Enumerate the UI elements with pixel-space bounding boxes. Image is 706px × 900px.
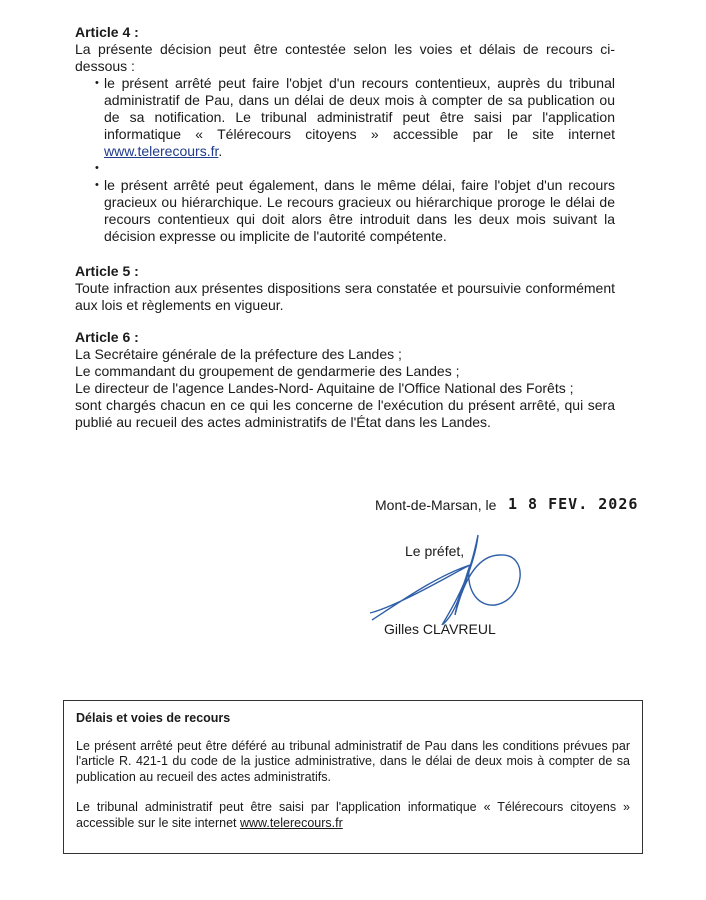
article-5-text: Toute infraction aux présentes dispositions sera constatée et poursuivie conformément aux lois et règlements en vigueur. — [75, 280, 615, 313]
spacer — [104, 160, 615, 177]
signatory-name: Gilles CLAVREUL — [384, 621, 496, 637]
box-paragraph-1: Le présent arrêté peut être déféré au tribunal administratif de Pau dans les conditions prévues par l'article R. 421-1 du code de la justice administrative, dans le délai de deux mois à compter de sa publication au recueil des actes administratifs. — [76, 738, 630, 784]
article-4-intro: La présente décision peut être contestée selon les voies et délais de recours ci-dessous : — [75, 41, 615, 74]
article-6-line: Le commandant du groupement de gendarmerie des Landes ; — [75, 363, 460, 379]
article-4-title: Article 4 : — [75, 24, 139, 40]
signature-role: Le préfet, — [405, 543, 465, 559]
article-6-text: sont chargés chacun en ce qui les concerne de l'exécution du présent arrêté, qui sera publié au recueil des actes administratifs de l'État dans les Landes. — [75, 397, 615, 430]
date-stamp: 1 8 FEV. 2026 — [508, 495, 639, 513]
article-6-line: Le directeur de l'agence Landes-Nord- Aquitaine de l'Office National des Forêts ; — [75, 380, 574, 396]
box-telerecours-link[interactable]: www.telerecours.fr — [239, 815, 343, 830]
article-6-line: La Secrétaire générale de la préfecture des Landes ; — [75, 346, 402, 362]
article-5-title: Article 5 : — [75, 263, 139, 279]
handwritten-signature — [360, 515, 530, 625]
article-6 — [75, 329, 615, 431]
article-5 — [75, 263, 615, 314]
article-4-bullet-1: • le présent arrêté peut faire l'objet d'un recours contentieux, auprès du tribunal administratif de Pau, dans un délai de deux mois à compter de sa publication ou de sa notification. Le tribunal administratif peut être saisi par l'application informatique « Télérecours citoyens » accessible par le site internet www.telerecours.fr. — [104, 75, 615, 160]
article-4-bullet-2: • le présent arrêté peut également, dans le même délai, faire l'objet d'un recours gracieux ou hiérarchique. Le recours gracieux ou hiérarchique proroge le délai de recours contentieux qui doit alors être introduit dans les deux mois suivant la décision expresse ou implicite de l'autorité compétente. — [104, 177, 615, 245]
box-title: Délais et voies de recours — [76, 711, 231, 725]
article-4 — [75, 24, 615, 245]
box-paragraph-2: Le tribunal administratif peut être saisi par l'application informatique « Télérecours citoyens » accessible sur le site internet www.telerecours.fr — [76, 800, 630, 830]
appeal-info-box — [63, 700, 643, 854]
signature-place: Mont-de-Marsan, le — [375, 497, 497, 513]
telerecours-link[interactable]: www.telerecours.fr — [104, 143, 219, 159]
article-6-title: Article 6 : — [75, 329, 139, 345]
